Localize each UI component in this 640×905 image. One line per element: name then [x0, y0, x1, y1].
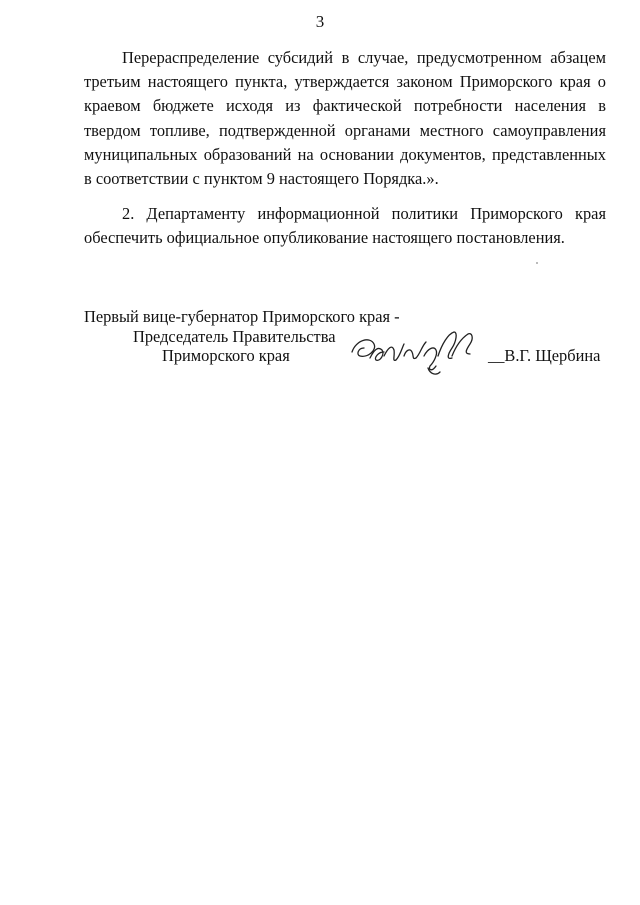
- signatory-title-line: Председатель Правительства: [133, 327, 336, 346]
- handwritten-signature: [348, 326, 488, 378]
- signatory-title-line: Первый вице-губернатор Приморского края -: [84, 307, 400, 326]
- scan-artifact: [536, 262, 538, 264]
- body-paragraph: 2. Департаменту информационной политики Приморского края обеспечить официальное опубликование настоящего постановления.: [84, 204, 606, 248]
- page-number: 3: [315, 12, 325, 31]
- signatory-name: __В.Г. Щербина: [488, 346, 601, 365]
- body-paragraph: Перераспределение субсидий в случае, предусмотренном абзацем третьим настоящего пункта, утверждается законом Приморского края о краевом бюджете исходя из фактической потребности населения в твердом топливе, подтвержденной органами местного самоуправления муниципальных образований на основании документов, представленных в соответствии с пунктом 9 настоящего Порядка.».: [84, 48, 606, 189]
- signatory-title-line: Приморского края: [162, 346, 290, 365]
